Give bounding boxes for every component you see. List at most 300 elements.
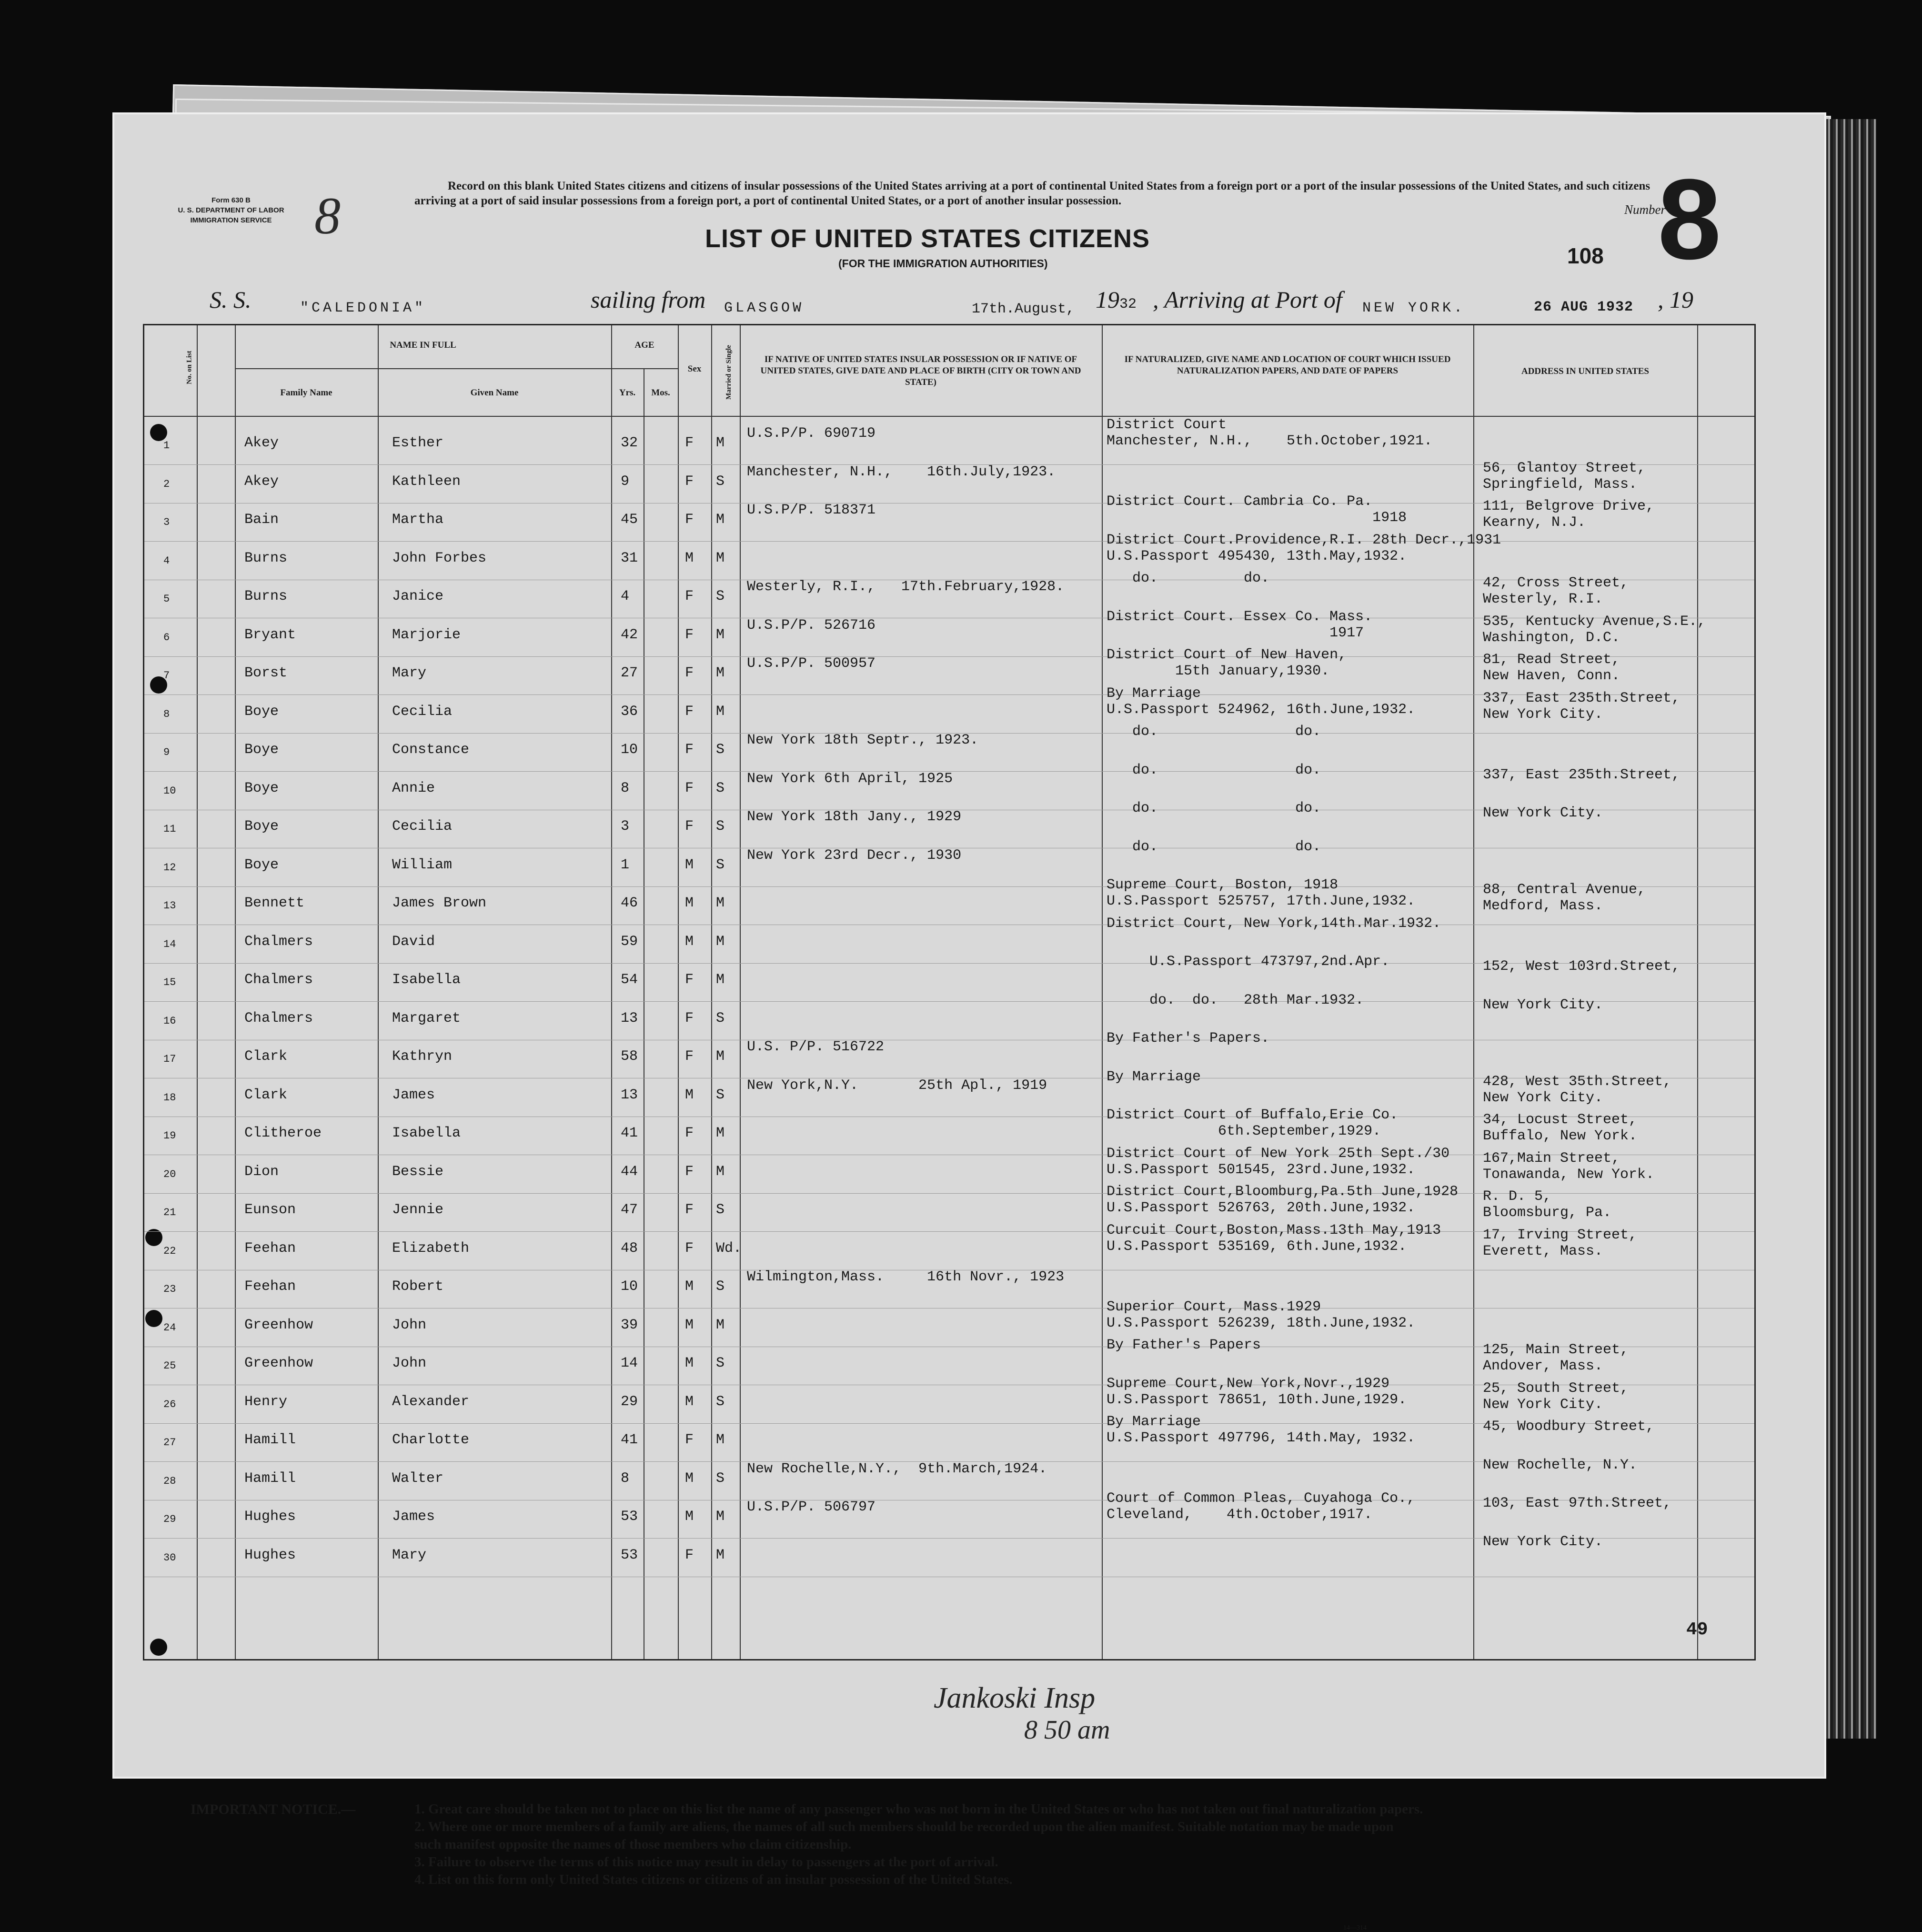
page-subtitle: (FOR THE IMMIGRATION AUTHORITIES) (838, 257, 1048, 270)
cell-given: William (392, 856, 453, 873)
cell-family: Hughes (244, 1547, 296, 1563)
cell-ms: M (716, 703, 725, 720)
naturalization-line: 1917 (1107, 624, 1364, 641)
cell-given: Jennie (392, 1202, 444, 1218)
address-line: 125, Main Street, (1483, 1342, 1629, 1358)
ship-name (300, 290, 426, 317)
address-line: 42, Cross Street, (1483, 575, 1629, 591)
cell-family: Clitheroe (244, 1125, 322, 1141)
naturalization-line: District Court (1107, 417, 1227, 433)
cell-yrs: 36 (621, 703, 638, 720)
cell-no: 9 (163, 746, 170, 758)
naturalization-line: do. do. (1107, 800, 1321, 816)
address-line: 45, Woodbury Street, (1483, 1419, 1655, 1435)
arriving-label: , Arriving at Port of (1153, 286, 1342, 313)
department: U. S. DEPARTMENT OF LABOR (178, 206, 284, 214)
cell-sex: M (685, 1317, 694, 1333)
cell-no: 10 (163, 785, 176, 797)
cell-ms: M (716, 435, 725, 451)
cell-family: Bryant (244, 626, 296, 643)
cell-given: Robert (392, 1278, 444, 1295)
cell-given: James (392, 1509, 435, 1525)
cell-yrs: 41 (621, 1125, 638, 1141)
year-tail: , 19 (1658, 286, 1693, 313)
cell-family: Henry (244, 1393, 288, 1410)
address-line: 337, East 235th.Street, (1483, 690, 1680, 706)
cell-no: 6 (163, 631, 170, 644)
cell-yrs: 4 (621, 588, 630, 604)
cell-no: 21 (163, 1207, 176, 1218)
header-birth: IF NATIVE OF UNITED STATES INSULAR POSSESSION OR IF NATIVE OF UNITED STATES, GIVE DATE AND PLACE OF BIRTH (CITY OR TOWN AND STATE) (760, 354, 1081, 387)
cell-ms: M (716, 1125, 725, 1141)
cell-sex: M (685, 933, 694, 950)
cell-naturalization (1107, 493, 1407, 526)
cell-ms: S (716, 856, 725, 873)
address-line: Springfield, Mass. (1483, 476, 1638, 493)
cell-family: Greenhow (244, 1317, 313, 1333)
cell-yrs: 14 (621, 1355, 638, 1371)
cell-ms: S (716, 1470, 725, 1487)
number-label: Number (1624, 202, 1666, 217)
cell-naturalization (1107, 1184, 1458, 1216)
naturalization-line: District Court of Buffalo,Erie Co. (1107, 1107, 1399, 1123)
cell-family: Burns (244, 550, 288, 566)
cell-naturalization (1107, 877, 1415, 909)
form-number: Form 630 B (211, 196, 251, 204)
cell-address (1483, 1457, 1637, 1473)
naturalization-line: do. do. 28th Mar.1932. (1107, 992, 1364, 1008)
cell-naturalization (1107, 724, 1321, 740)
cell-sex: F (685, 435, 694, 451)
cell-ms: M (716, 550, 725, 566)
cell-ms: M (716, 512, 725, 528)
header-given-name: Given Name (470, 388, 519, 398)
cell-no: 26 (163, 1398, 176, 1410)
cell-naturalization (1107, 1376, 1407, 1408)
cell-ms: M (716, 1432, 725, 1448)
cell-address (1483, 997, 1603, 1013)
cell-address (1483, 498, 1654, 531)
cell-yrs: 45 (621, 512, 638, 528)
cell-sex: M (685, 895, 694, 911)
cell-given: Mary (392, 665, 427, 681)
naturalization-line: By Father's Papers. (1107, 1030, 1270, 1046)
cell-naturalization (1107, 1107, 1398, 1139)
cell-address (1483, 1342, 1629, 1374)
cell-given: Isabella (392, 972, 461, 988)
header-naturalized: IF NATURALIZED, GIVE NAME AND LOCATION OF COURT WHICH ISSUED NATURALIZATION PAPERS, AND DATE OF PAPERS (1124, 354, 1451, 376)
naturalization-line: U.S.Passport 497796, 14th.May, 1932. (1107, 1430, 1416, 1446)
cell-given: Marjorie (392, 626, 461, 643)
cell-sex: F (685, 1432, 694, 1448)
naturalization-line: do. do. (1107, 724, 1321, 740)
naturalization-line: U.S.Passport 526763, 20th.June,1932. (1107, 1200, 1416, 1216)
cell-birth: U.S.P/P. 526716 (747, 617, 876, 634)
port-to (1362, 290, 1465, 317)
cell-given: Cecilia (392, 703, 453, 720)
arrival-stamp-value: 26 AUG 1932 (1534, 299, 1634, 315)
naturalization-line: U.S.Passport 535169, 6th.June,1932. (1107, 1238, 1407, 1255)
cell-birth: New York 18th Jany., 1929 (747, 809, 962, 825)
notice-item: 4. List on this form only United States citizens or citizens of an insular possession of the United States. (414, 1872, 1013, 1887)
address-line: Everett, Mass. (1483, 1243, 1603, 1259)
cell-naturalization (1107, 647, 1347, 679)
cell-given: John (392, 1317, 427, 1333)
cell-yrs: 39 (621, 1317, 638, 1333)
naturalization-line: U.S.Passport 524962, 16th.June,1932. (1107, 701, 1416, 718)
address-line: 103, East 97th.Street, (1483, 1495, 1672, 1511)
cell-birth: New York 23rd Decr., 1930 (747, 847, 962, 864)
header-family-name: Family Name (280, 388, 332, 398)
cell-sex: F (685, 1202, 694, 1218)
address-line: New York City. (1483, 1533, 1603, 1550)
address-line: New York City. (1483, 706, 1603, 723)
cell-yrs: 47 (621, 1202, 638, 1218)
address-line: New York City. (1483, 996, 1603, 1013)
cell-address (1483, 1150, 1654, 1183)
address-line: 81, Read Street, (1483, 652, 1620, 668)
address-line: 167,Main Street, (1483, 1150, 1620, 1167)
cell-ms: S (716, 780, 725, 796)
naturalization-line: Court of Common Pleas, Cuyahoga Co., (1107, 1490, 1416, 1507)
cell-birth: Manchester, N.H., 16th.July,1923. (747, 463, 1056, 480)
naturalization-line: District Court. Essex Co. Mass. (1107, 608, 1373, 625)
cell-ms: S (716, 1010, 725, 1026)
cell-address (1483, 1419, 1654, 1435)
year-prefix: 19 (1096, 286, 1119, 313)
cell-birth: U.S. P/P. 516722 (747, 1039, 885, 1055)
cell-ms: S (716, 742, 725, 758)
cell-naturalization (1107, 417, 1432, 449)
notice-item: 3. Failure to observe the terms of this notice may result in delay to passengers at the port of arrival. (414, 1854, 998, 1870)
naturalization-line: Supreme Court, Boston, 1918 (1107, 877, 1338, 893)
manifest-page (114, 114, 1824, 1932)
manifest-table (143, 324, 1756, 1660)
naturalization-line: Curcuit Court,Boston,Mass.13th May,1913 (1107, 1222, 1441, 1238)
cell-yrs: 44 (621, 1163, 638, 1180)
cell-sex: F (685, 972, 694, 988)
cell-birth: U.S.P/P. 518371 (747, 502, 876, 518)
cell-yrs: 53 (621, 1509, 638, 1525)
cell-given: Isabella (392, 1125, 461, 1141)
cell-sex: F (685, 703, 694, 720)
cell-no: 5 (163, 593, 170, 605)
naturalization-line: District Court of New York 25th Sept./30 (1107, 1145, 1450, 1162)
cell-given: Margaret (392, 1010, 461, 1026)
naturalization-line: By Father's Papers (1107, 1337, 1261, 1353)
naturalization-line: District Court,Bloomburg,Pa.5th June,1928 (1107, 1184, 1459, 1200)
cell-given: John (392, 1355, 427, 1371)
naturalization-line: U.S.Passport 473797,2nd.Apr. (1107, 954, 1390, 970)
cell-given: Annie (392, 780, 435, 796)
table-row (144, 493, 1754, 550)
cell-no: 1 (163, 440, 170, 452)
cell-sex: F (685, 626, 694, 643)
header-married-single: Married or Single (725, 345, 733, 400)
inspection-time: 8 50 am (1024, 1715, 1110, 1745)
naturalization-line: 15th January,1930. (1107, 663, 1330, 679)
cell-given: James Brown (392, 895, 487, 911)
cell-ms: S (716, 818, 725, 835)
cell-naturalization (1107, 1490, 1415, 1523)
naturalization-line: District Court of New Haven, (1107, 647, 1347, 663)
cell-family: Feehan (244, 1278, 296, 1295)
sailing-label: sailing from (591, 286, 706, 313)
cell-address (1483, 958, 1680, 975)
header-name-in-full: NAME IN FULL (390, 340, 456, 350)
cell-given: Charlotte (392, 1432, 470, 1448)
cell-sex: F (685, 1048, 694, 1065)
cell-yrs: 32 (621, 435, 638, 451)
form-code: 14—314 (1343, 1924, 1367, 1932)
cell-family: Greenhow (244, 1355, 313, 1371)
address-line: New Rochelle, N.Y. (1483, 1457, 1638, 1473)
naturalization-line: do. do. (1107, 570, 1270, 586)
cell-family: Burns (244, 588, 288, 604)
table-row (144, 1269, 1754, 1317)
cell-no: 25 (163, 1360, 176, 1372)
cell-ms: M (716, 1163, 725, 1180)
cell-no: 14 (163, 938, 176, 950)
cell-sex: F (685, 588, 694, 604)
header-years: Yrs. (619, 388, 636, 398)
naturalization-line: By Marriage (1107, 685, 1201, 702)
arrival-stamp (1534, 289, 1633, 316)
cell-given: John Forbes (392, 550, 487, 566)
cell-birth: Wilmington,Mass. 16th Novr., 1923 (747, 1269, 1065, 1285)
notice-item: 2. Where one or more members of a family are aliens, the names of all such members should be recorded upon the alien manifest. Suitable notation may be made upon (414, 1819, 1394, 1834)
cell-no: 15 (163, 976, 176, 988)
cell-no: 13 (163, 900, 176, 912)
page-number: 49 (1686, 1620, 1708, 1640)
address-line: Washington, D.C. (1483, 629, 1620, 646)
header-months: Mos. (651, 388, 670, 398)
cell-sex: M (685, 550, 694, 566)
cell-address (1483, 652, 1620, 684)
naturalization-line: U.S.Passport 501545, 23rd.June,1932. (1107, 1161, 1416, 1178)
cell-family: Eunson (244, 1202, 296, 1218)
cell-family: Akey (244, 435, 279, 451)
cell-ms: S (716, 588, 725, 604)
address-line: 88, Central Avenue, (1483, 882, 1646, 898)
cell-no: 22 (163, 1245, 176, 1257)
cell-no: 19 (163, 1130, 176, 1142)
header-no-on-list: No. on List (185, 351, 193, 384)
cell-yrs: 27 (621, 665, 638, 681)
notice-item: such manifest opposite the names of those members who claim citizenship. (414, 1837, 852, 1852)
cell-given: David (392, 933, 435, 950)
cell-yrs: 42 (621, 626, 638, 643)
cell-naturalization (1107, 1069, 1201, 1085)
header-sex: Sex (687, 364, 702, 374)
cell-no: 27 (163, 1437, 176, 1449)
table-row (144, 992, 1754, 1048)
cell-birth: New York,N.Y. 25th Apl., 1919 (747, 1077, 1047, 1094)
cell-naturalization (1107, 532, 1501, 564)
cell-ms: M (716, 626, 725, 643)
cell-birth: U.S.P/P. 500957 (747, 655, 876, 672)
cell-given: Elizabeth (392, 1240, 470, 1257)
header-age: AGE (634, 340, 654, 350)
cell-birth: U.S.P/P. 690719 (747, 425, 876, 442)
naturalization-line: U.S.Passport 495430, 13th.May,1932. (1107, 548, 1407, 564)
cell-birth: New Rochelle,N.Y., 9th.March,1924. (747, 1460, 1047, 1477)
port-to-value: NEW YORK. (1362, 300, 1466, 316)
cell-yrs: 1 (621, 856, 630, 873)
cell-birth: Westerly, R.I., 17th.February,1928. (747, 579, 1065, 595)
sail-date-value: 17th.August, (972, 301, 1075, 317)
cell-no: 17 (163, 1053, 176, 1065)
cell-no: 3 (163, 516, 170, 528)
cell-naturalization (1107, 1337, 1261, 1353)
cell-no: 29 (163, 1513, 176, 1525)
address-line: New York City. (1483, 1396, 1603, 1413)
cell-address (1483, 460, 1646, 493)
cell-family: Boye (244, 703, 279, 720)
cell-family: Bain (244, 512, 279, 528)
cell-sex: F (685, 1163, 694, 1180)
address-line: 56, Glantoy Street, (1483, 460, 1646, 476)
cell-yrs: 10 (621, 1278, 638, 1295)
naturalization-line: District Court.Providence,R.I. 28th Decr.,1931 (1107, 532, 1501, 548)
cell-no: 11 (163, 823, 176, 835)
cell-naturalization (1107, 1414, 1415, 1446)
cell-address (1483, 1074, 1671, 1106)
cell-yrs: 54 (621, 972, 638, 988)
cell-naturalization (1107, 762, 1321, 778)
page-title: LIST OF UNITED STATES CITIZENS (705, 224, 1150, 253)
cell-naturalization (1107, 916, 1441, 932)
cell-yrs: 41 (621, 1432, 638, 1448)
notice-item: 1. Great care should be taken not to place on this list the name of any passenger who was not born in the United States or who has not taken out final naturalization papers. (414, 1801, 1423, 1817)
cell-family: Dion (244, 1163, 279, 1180)
cell-family: Boye (244, 856, 279, 873)
address-line: 152, West 103rd.Street, (1483, 958, 1680, 975)
naturalization-line: do. do. (1107, 762, 1321, 778)
cell-ms: S (716, 473, 725, 490)
cell-ms: S (716, 1202, 725, 1218)
notice-label: IMPORTANT NOTICE.— (191, 1801, 356, 1817)
cell-no: 23 (163, 1283, 176, 1295)
cell-address (1483, 1495, 1671, 1511)
cell-yrs: 59 (621, 933, 638, 950)
cell-no: 8 (163, 708, 170, 720)
cell-given: Martha (392, 512, 444, 528)
cell-family: Boye (244, 780, 279, 796)
service: IMMIGRATION SERVICE (190, 216, 272, 224)
cell-sex: F (685, 665, 694, 681)
cell-no: 4 (163, 554, 170, 567)
cell-no: 28 (163, 1475, 176, 1487)
cell-naturalization (1107, 800, 1321, 816)
header-address: ADDRESS IN UNITED STATES (1521, 366, 1649, 376)
address-line: 535, Kentucky Avenue,S.E., (1483, 613, 1706, 630)
cell-family: Hughes (244, 1509, 296, 1525)
cell-naturalization (1107, 1030, 1269, 1046)
cell-yrs: 46 (621, 895, 638, 911)
cell-birth: New York 6th April, 1925 (747, 770, 953, 787)
table-row (144, 877, 1754, 933)
cell-family: Chalmers (244, 933, 313, 950)
cell-naturalization (1107, 954, 1389, 970)
address-line: New York City. (1483, 805, 1603, 821)
port-from (724, 290, 804, 317)
cell-address (1483, 690, 1680, 723)
cell-no: 24 (163, 1321, 176, 1334)
cell-sex: M (685, 1509, 694, 1525)
cell-ms: S (716, 1278, 725, 1295)
cell-given: Kathleen (392, 473, 461, 490)
table-row (144, 1533, 1754, 1585)
cell-naturalization (1107, 839, 1321, 855)
cell-naturalization (1107, 1146, 1449, 1178)
address-line: R. D. 5, (1483, 1188, 1552, 1205)
address-line: 111, Belgrove Drive, (1483, 498, 1655, 514)
cell-yrs: 8 (621, 780, 630, 796)
cell-no: 12 (163, 861, 176, 874)
cell-sex: F (685, 1240, 694, 1257)
cell-given: Janice (392, 588, 444, 604)
year-suffix: 32 (1119, 296, 1137, 312)
cell-family: Hamill (244, 1470, 296, 1487)
cell-yrs: 29 (621, 1393, 638, 1410)
cell-sex: F (685, 1125, 694, 1141)
address-line: 428, West 35th.Street, (1483, 1073, 1672, 1090)
cell-address (1483, 1534, 1603, 1550)
cell-sex: F (685, 473, 694, 490)
cell-given: Mary (392, 1547, 427, 1563)
cell-family: Bennett (244, 895, 305, 911)
address-line: Westerly, R.I. (1483, 591, 1603, 607)
cell-family: Hamill (244, 1432, 296, 1448)
cell-yrs: 31 (621, 550, 638, 566)
cell-ms: Wd. (716, 1240, 742, 1257)
cell-address (1483, 805, 1603, 821)
naturalization-line: Manchester, N.H., 5th.October,1921. (1107, 433, 1433, 449)
handwritten-mark: 8 (314, 187, 341, 245)
address-line: Kearny, N.J. (1483, 514, 1586, 531)
naturalization-line: Cleveland, 4th.October,1917. (1107, 1507, 1373, 1523)
cell-address (1483, 1188, 1611, 1221)
cell-sex: M (685, 1087, 694, 1103)
address-line: New York City. (1483, 1089, 1603, 1106)
cell-naturalization (1107, 992, 1364, 1008)
cell-ms: M (716, 1317, 725, 1333)
cell-naturalization (1107, 609, 1372, 641)
cell-family: Clark (244, 1048, 288, 1065)
cell-no: 16 (163, 1015, 176, 1027)
cell-address (1483, 882, 1646, 914)
address-line: 34, Locust Street, (1483, 1112, 1638, 1128)
cell-sex: F (685, 780, 694, 796)
cell-ms: M (716, 972, 725, 988)
cell-no: 7 (163, 670, 170, 682)
naturalization-line: 1918 (1107, 510, 1407, 526)
cell-address (1483, 1380, 1629, 1413)
naturalization-line: Supreme Court,New York,Novr.,1929 (1107, 1375, 1390, 1392)
ss-label: S. S. (210, 286, 252, 313)
naturalization-line: District Court, New York,14th.Mar.1932. (1107, 915, 1441, 932)
cell-ms: M (716, 1547, 725, 1563)
naturalization-line: U.S.Passport 525757, 17th.June,1932. (1107, 893, 1416, 909)
address-line: Medford, Mass. (1483, 898, 1603, 914)
cell-birth: U.S.P/P. 506797 (747, 1499, 876, 1515)
cell-yrs: 58 (621, 1048, 638, 1065)
cell-no: 2 (163, 478, 170, 490)
cell-sex: F (685, 742, 694, 758)
cell-sex: F (685, 818, 694, 835)
address-line: Tonawanda, New York. (1483, 1166, 1655, 1183)
